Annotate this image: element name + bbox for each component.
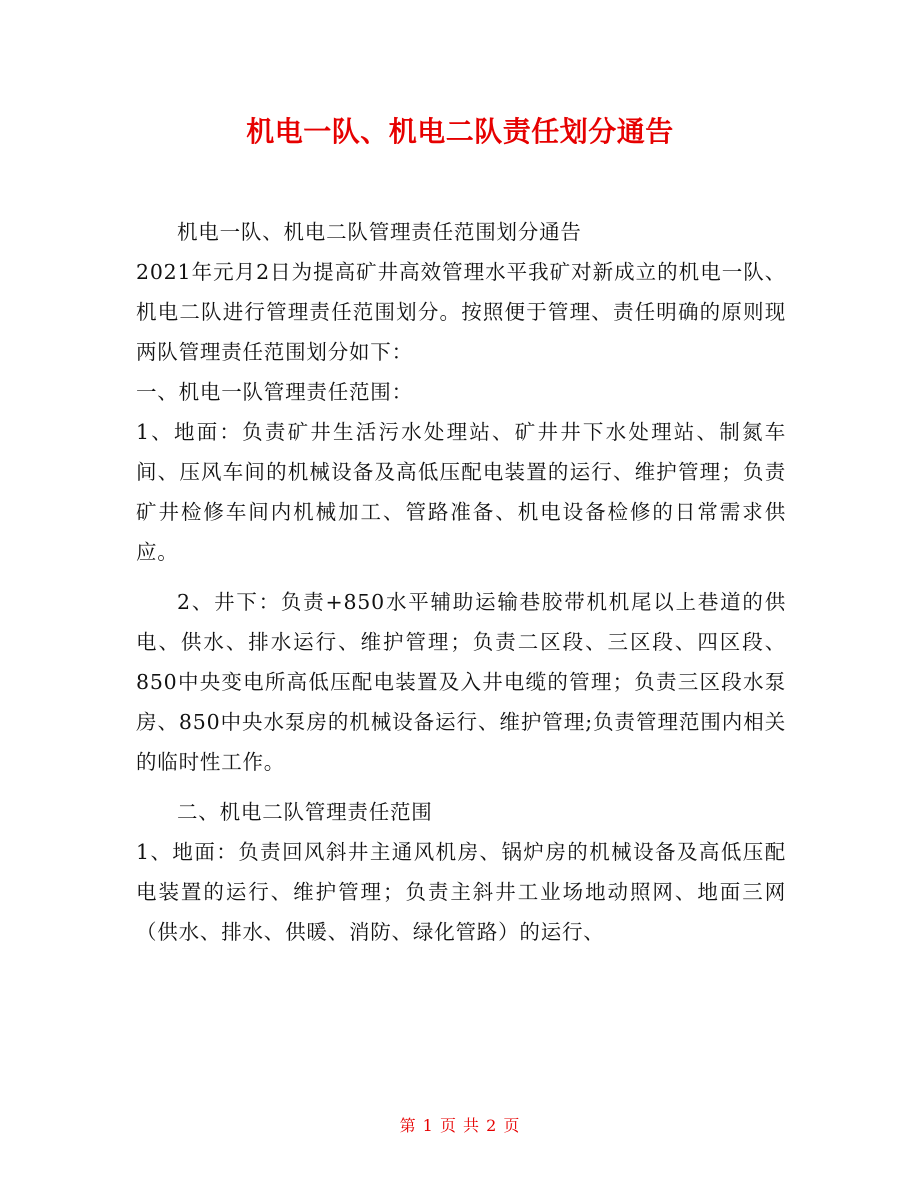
team-one-ground-paragraph: 1、地面：负责矿井生活污水处理站、矿井井下水处理站、制氮车间、压风车间的机械设备及高低压配电装置的运行、维护管理；负责矿井检修车间内机械加工、管路准备、机电设备检修的日常需求供应。 xyxy=(136,420,786,564)
team-one-underground-paragraph: 2、井下：负责+850水平辅助运输巷胶带机机尾以上巷道的供电、供水、排水运行、维护管理；负责二区段、三区段、四区段、850中央变电所高低压配电装置及入井电缆的管理；负责三区段水泵房、850中央水泵房的机械设备运行、维护管理;负责管理范围内相关的临时性工作。 xyxy=(136,590,786,774)
intro-paragraph: 2021年元月2日为提高矿井高效管理水平我矿对新成立的机电一队、机电二队进行管理责任范围划分。按照便于管理、责任明确的原则现两队管理责任范围划分如下： xyxy=(136,260,786,364)
document-body xyxy=(136,212,786,952)
team-two-ground-paragraph: 1、地面：负责回风斜井主通风机房、锅炉房的机械设备及高低压配电装置的运行、维护管理；负责主斜井工业场地动照网、地面三网（供水、排水、供暖、消防、绿化管路）的运行、 xyxy=(136,840,786,944)
section-heading-team-two: 二、机电二队管理责任范围 xyxy=(177,800,433,824)
section-heading-team-one: 一、机电一队管理责任范围： xyxy=(136,380,413,404)
subtitle-paragraph: 机电一队、机电二队管理责任范围划分通告 xyxy=(177,220,582,244)
document-title: 机电一队、机电二队责任划分通告 xyxy=(246,115,674,148)
page-footer: 第 1 页 共 2 页 xyxy=(399,1116,521,1135)
